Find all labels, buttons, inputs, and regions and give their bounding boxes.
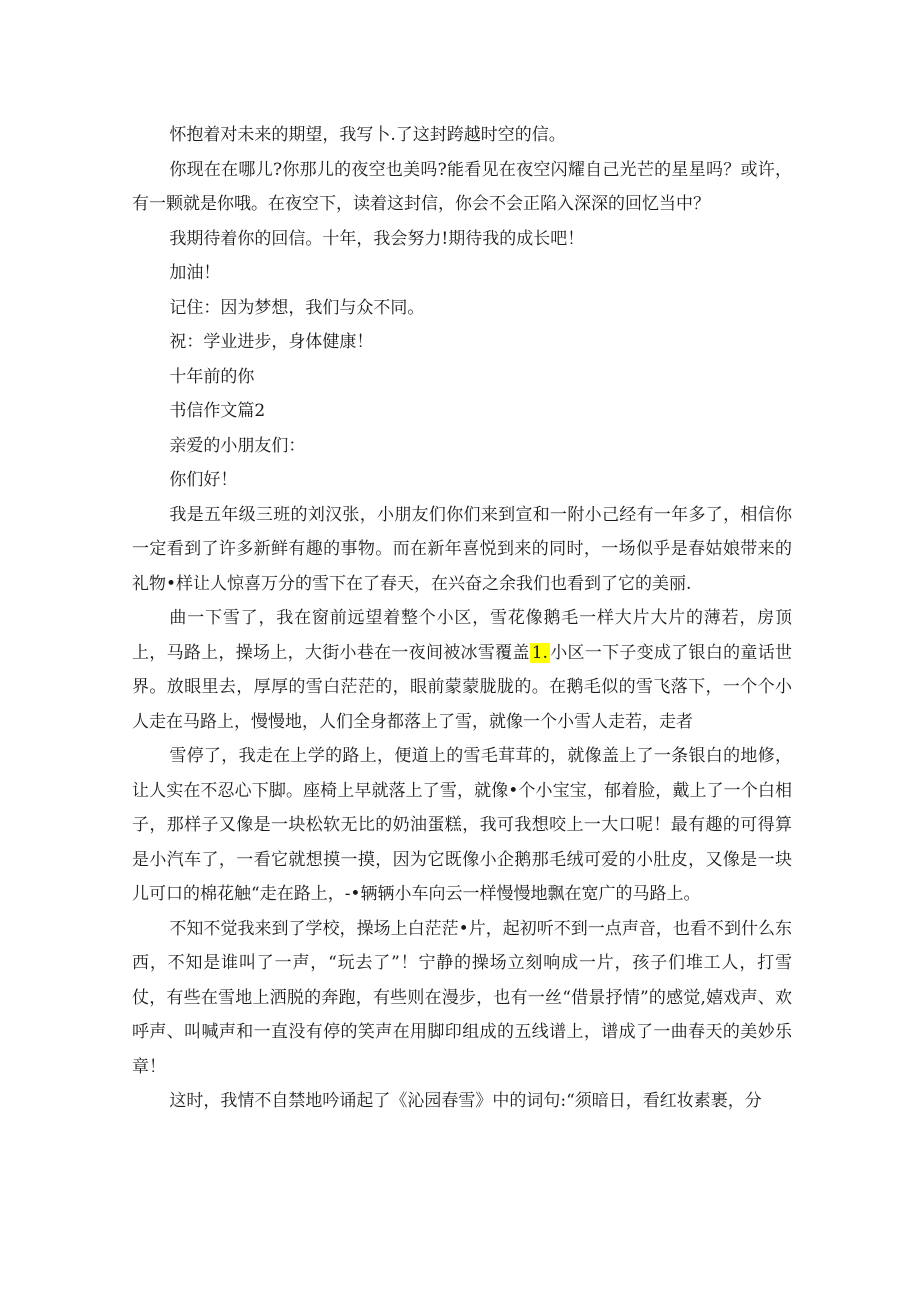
paragraph-snowfall-start: 曲一下雪了，我在窗前远望着整个小区，雪花像鹅毛一样大片大片的薄若，房顶上，马路上，操场上，大街小巷在一夜间被冰雪覆盖 (132, 608, 792, 663)
paragraph-snowfall-end: 小区一下子变成了银白的童话世界。放眼里去，厚厚的雪白茫茫的，眼前蒙蒙胧胧的。在鹅毛似的雪飞落下，一个个小人走在马路上，慢慢地，人们全身都落上了雪，就像一个小雪人走若，走者 (132, 642, 793, 732)
paragraph-cheer: 加油！ (169, 263, 221, 283)
paragraph-remember: 记住：因为梦想，我们与众不同。 (169, 297, 425, 318)
section-heading: 书信作文篇2 (169, 401, 266, 421)
paragraph-hope: 怀抱着对未来的期望，我写卜.了这封跨越时空的信。 (169, 125, 566, 145)
paragraph-snowfall (132, 601, 792, 739)
salutation-line: 亲爱的小朋友们： (169, 435, 306, 456)
paragraph-wishes: 祝：学业进步，身体健康！ (169, 332, 374, 352)
signature-line: 十年前的你 (169, 366, 255, 387)
paragraph-after-snow: 雪停了，我走在上学的路上，便道上的雪毛茸茸的，就像盖上了一条银白的地修，让人实在不忍心下脚。座椅上早就落上了雪，就像•个小宝宝，郁着脸，戴上了一个白相子，那样子又像是一块松软无比的奶油蛋糕，我可我想咬上一大口呢！最有趣的可得算是小汽车了，一看它就想摸一摸，因为它既像小企鹅那毛绒可爱的小肚皮，又像是一块儿可口的棉花触“走在路上，-•辆辆小车向云一样慢慢地飘在宽广的马路上。 (132, 746, 792, 904)
paragraph-school-playground: 不知不觉我来到了学校，操场上白茫茫•片，起初听不到一点声音，也看不到什么东西，不知是谁叫了一声，“玩去了”！宁静的操场立刻响成一片，孩子们堆工人，打雪仗，有些在雪地上洒脱的奔跑，有些则在漫步，也有一丝“借景抒情”的感觉,嬉戏声、欢呼声、叫喊声和一直没有停的笑声在用脚印组成的五线谱上，谱成了一曲春天的美妙乐章！ (132, 918, 792, 1077)
paragraph-night-sky: 你现在在哪儿?你那儿的夜空也美吗?能看见在夜空闪耀自己光芒的星星吗？或许，有一颗就是你哦。在夜空下，读着这封信，你会不会正陷入深深的回忆当中？ (132, 159, 792, 214)
document-body (132, 118, 792, 1119)
paragraph-poem: 这时，我情不自禁地吟诵起了《沁园春雪》中的词句:“须暗日，看红妆素裹，分 (169, 1091, 762, 1111)
paragraph-looking-forward: 我期待着你的回信。十年，我会努力!期待我的成长吧！ (169, 228, 585, 249)
greeting-line: 你们好！ (169, 470, 238, 490)
highlighted-text: 1. (531, 642, 548, 663)
paragraph-introduction: 我是五年级三班的刘汉张，小朋友们你们来到宣和一附小己经有一年多了，相信你一定看到了许多新鲜有趣的事物。而在新年喜悦到来的同时，一场似乎是春姑娘带来的礼物•样让人惊喜万分的雪下在了春天，在兴奋之余我们也看到了它的美丽. (132, 504, 792, 594)
